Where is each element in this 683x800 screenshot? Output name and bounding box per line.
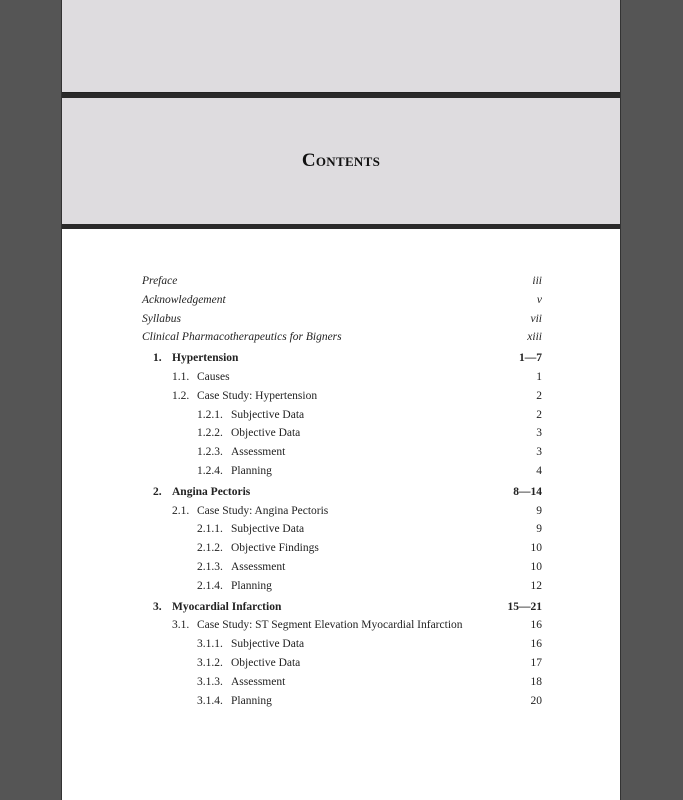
toc-subsection-page: 18 [530, 675, 542, 688]
toc-section-page: 1 [536, 370, 542, 383]
toc-subsection-number: 3.1.2. [197, 656, 223, 669]
toc-entry-label: Syllabus [142, 312, 181, 325]
toc-chapter-label: Myocardial Infarction [172, 600, 282, 613]
header-band [62, 0, 620, 93]
toc-subsection-label: Objective Data [231, 656, 301, 669]
toc-section-number: 1.2. [172, 389, 190, 402]
toc-entry-page: vii [530, 312, 542, 325]
toc-subsection-number: 2.1.2. [197, 542, 223, 555]
toc-subsection-label: Objective Data [231, 427, 301, 440]
toc-section-number: 1.1. [172, 370, 190, 383]
toc-chapter-number: 2. [153, 485, 162, 498]
toc-entry[interactable] [142, 291, 542, 310]
toc-section-label: Causes [197, 370, 230, 383]
toc-section-page: 9 [536, 504, 542, 517]
toc-chapter-pages: 1—7 [519, 352, 542, 365]
toc-subsection-page: 9 [536, 523, 542, 536]
toc-subsection[interactable] [142, 558, 542, 577]
toc-entry-label: Clinical Pharmacotherapeutics for Bigners [142, 331, 342, 344]
toc-subsection[interactable] [142, 424, 542, 443]
toc-entry[interactable] [142, 310, 542, 329]
toc-section-label: Case Study: ST Segment Elevation Myocardial Infarction [197, 619, 463, 632]
toc-subsection-label: Planning [231, 464, 272, 477]
toc-section-page: 16 [530, 619, 542, 632]
toc-subsection-label: Subjective Data [231, 638, 305, 651]
toc-chapter-number: 1. [153, 352, 162, 365]
toc-chapter[interactable] [142, 349, 542, 368]
toc-entry-page: xiii [527, 331, 542, 344]
toc-chapter-label: Hypertension [172, 352, 239, 365]
toc-subsection[interactable] [142, 692, 542, 711]
toc-entry-label: Preface [142, 275, 178, 287]
toc-subsection[interactable] [142, 673, 542, 692]
toc-subsection-page: 20 [530, 694, 542, 707]
toc-subsection[interactable] [142, 462, 542, 481]
toc-section-number: 2.1. [172, 504, 190, 517]
toc-section-label: Case Study: Hypertension [197, 389, 318, 402]
toc-chapter-pages: 15—21 [507, 600, 542, 613]
toc-subsection-page: 17 [530, 656, 542, 669]
toc-chapter-number: 3. [153, 600, 162, 613]
toc-section-number: 3.1. [172, 619, 190, 632]
toc-section[interactable] [142, 502, 542, 521]
toc-subsection-number: 1.2.2. [197, 427, 223, 440]
table-of-contents [142, 272, 542, 710]
toc-subsection-label: Objective Findings [231, 542, 319, 555]
page-title: Contents [301, 150, 381, 171]
toc-subsection-number: 1.2.4. [197, 464, 223, 477]
toc-subsection-label: Subjective Data [231, 523, 305, 536]
toc-subsection-number: 3.1.4. [197, 694, 223, 707]
title-rule [62, 224, 620, 229]
toc-subsection-label: Assessment [231, 560, 286, 573]
toc-subsection[interactable] [142, 539, 542, 558]
toc-section[interactable] [142, 368, 542, 387]
toc-subsection-number: 2.1.3. [197, 560, 223, 573]
toc-subsection[interactable] [142, 577, 542, 596]
toc-subsection-number: 3.1.3. [197, 675, 223, 688]
toc-subsection-number: 2.1.1. [197, 523, 223, 536]
toc-subsection[interactable] [142, 635, 542, 654]
toc-subsection-label: Planning [231, 579, 272, 592]
toc-subsection-number: 1.2.1. [197, 408, 223, 421]
toc-subsection-label: Subjective Data [231, 408, 305, 421]
toc-subsection-page: 16 [530, 638, 542, 651]
toc-subsection-page: 10 [530, 560, 542, 573]
toc-subsection[interactable] [142, 520, 542, 539]
toc-subsection[interactable] [142, 406, 542, 425]
toc-entry-label: Acknowledgement [142, 293, 226, 306]
toc-chapter[interactable] [142, 598, 542, 617]
toc-section-label: Case Study: Angina Pectoris [197, 504, 329, 517]
toc-subsection[interactable] [142, 654, 542, 673]
toc-subsection-page: 2 [536, 408, 542, 421]
toc-subsection-number: 2.1.4. [197, 579, 223, 592]
document-page [61, 0, 621, 800]
toc-subsection-page: 10 [530, 542, 542, 555]
toc-subsection-number: 1.2.3. [197, 446, 223, 459]
toc-entry-page: iii [532, 275, 542, 287]
toc-section-page: 2 [536, 389, 542, 402]
toc-subsection-page: 3 [536, 446, 542, 459]
toc-subsection-number: 3.1.1. [197, 638, 223, 651]
toc-subsection-page: 4 [536, 464, 542, 477]
toc-section[interactable] [142, 616, 542, 635]
toc-subsection-label: Assessment [231, 446, 286, 459]
toc-subsection[interactable] [142, 443, 542, 462]
toc-subsection-page: 3 [536, 427, 542, 440]
toc-section[interactable] [142, 387, 542, 406]
toc-entry[interactable] [142, 328, 542, 347]
toc-chapter[interactable] [142, 483, 542, 502]
toc-subsection-label: Planning [231, 694, 272, 707]
toc-subsection-page: 12 [530, 579, 542, 592]
toc-subsection-label: Assessment [231, 675, 286, 688]
toc-chapter-label: Angina Pectoris [172, 485, 251, 498]
toc-chapter-pages: 8—14 [513, 485, 542, 498]
toc-entry[interactable] [142, 272, 542, 291]
toc-entry-page: v [536, 293, 542, 306]
